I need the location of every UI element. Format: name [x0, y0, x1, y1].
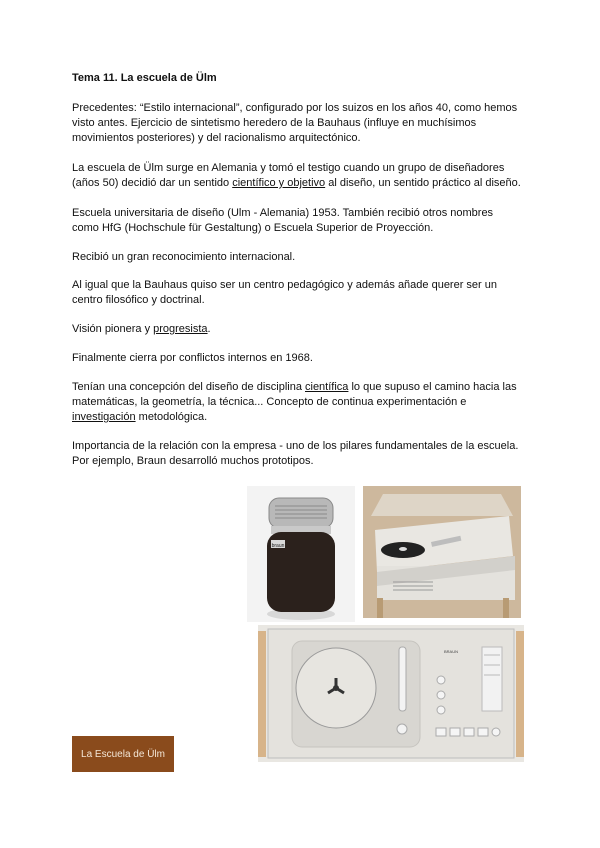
text-line: Recibió un gran reconocimiento internacional. [72, 251, 296, 263]
text-line: como HfG (Hochschule für Gestaltung) o Escuela Superior de Proyección. [72, 222, 434, 234]
text-run: . [207, 323, 211, 335]
record-player-2-illustration [258, 625, 524, 762]
text-line: Precedentes: “Estilo internacional”, configurado por los suizos en los años 40, como hemos [72, 102, 518, 114]
underlined-text: científico y objetivo [232, 177, 326, 189]
shaver-brand-label: braun [271, 543, 285, 549]
record-player-perspective-image [363, 486, 521, 618]
record-player-1-illustration [363, 486, 521, 618]
paragraph-empresa [72, 439, 532, 469]
text-run: lo que supuso el camino hacia las [348, 381, 517, 393]
paragraph-escuela-universitaria [72, 206, 532, 236]
braun-shaver-image [247, 486, 355, 622]
brand-mark: BRAUN [444, 649, 459, 654]
paragraph-reconocimiento [72, 250, 532, 265]
text-line: visto antes. Ejercicio de sintetismo heredero de la Bauhaus (influye en muchísimos [72, 117, 477, 129]
record-player-top-view-image [258, 625, 524, 762]
paragraph-concepcion [72, 380, 532, 425]
text-line [72, 176, 532, 191]
underlined-text: investigación [72, 411, 136, 423]
paragraph-cierre [72, 351, 532, 366]
paragraph-vision [72, 322, 532, 337]
text-run: Tenían una concepción del diseño de disciplina [72, 381, 305, 393]
text-line: movimientos posteriores) y del racionalismo arquitectónico. [72, 132, 361, 144]
shaver-illustration [247, 486, 355, 622]
text-line: Al igual que la Bauhaus quiso ser un centro pedagógico y además añade querer ser un [72, 279, 498, 291]
text-line [72, 380, 532, 395]
paragraph-precedentes [72, 101, 532, 146]
text-line: matemáticas, la geometría, la técnica... Concepto de continua experimentación e [72, 396, 467, 408]
page-title: Tema 11. La escuela de Ülm [72, 72, 217, 84]
text-line: Importancia de la relación con la empresa - uno de los pilares fundamentales de la escuela. [72, 440, 519, 452]
text-line: Por ejemplo, Braun desarrolló muchos prototipos. [72, 455, 314, 467]
underlined-text: progresista [153, 323, 208, 335]
text-run: Visión pionera y [72, 323, 154, 335]
school-banner: La Escuela de Ülm [72, 736, 174, 772]
paragraph-origen [72, 161, 532, 191]
text-run: al diseño, un sentido práctico al diseño. [325, 177, 521, 189]
text-line: Finalmente cierra por conflictos internos en 1968. [72, 352, 313, 364]
text-run: metodológica. [135, 411, 208, 423]
text-line: Escuela universitaria de diseño (Ulm - Alemania) 1953. También recibió otros nombres [72, 207, 494, 219]
text-run: (años 50) decidió dar un sentido [72, 177, 233, 189]
text-line: centro filosófico y doctrinal. [72, 294, 205, 306]
paragraph-bauhaus [72, 278, 532, 308]
underlined-text: científica [305, 381, 349, 393]
text-line [72, 322, 532, 337]
text-line [72, 410, 532, 425]
text-line: La escuela de Ülm surge en Alemania y tomó el testigo cuando un grupo de diseñadores [72, 162, 505, 174]
